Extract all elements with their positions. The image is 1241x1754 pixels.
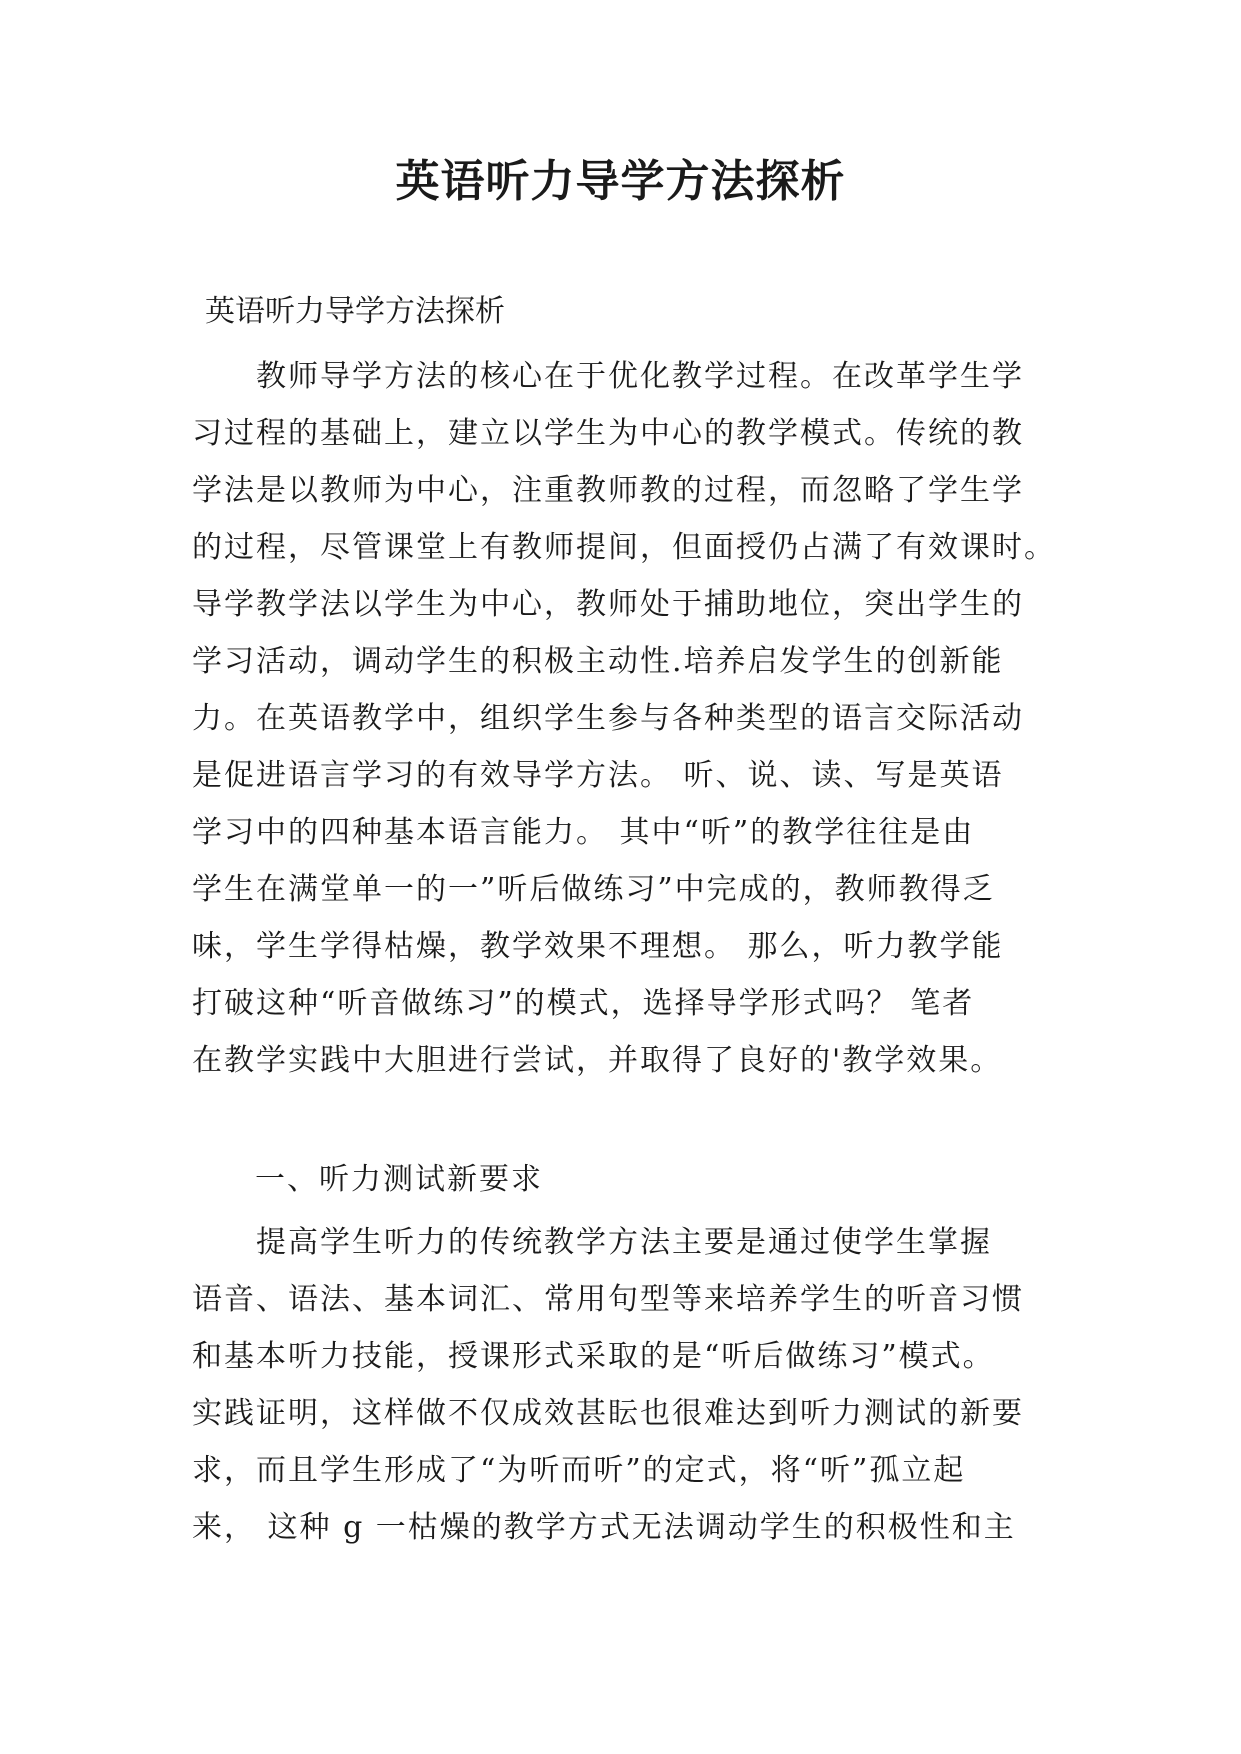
paragraph-line: 是促进语言学习的有效导学方法。 听、说、读、写是英语 (192, 758, 1004, 793)
section-heading: 一、听力测试新要求 (255, 1162, 543, 1197)
paragraph-line: 力。在英语教学中，组织学生参与各种类型的语言交际活动 (192, 701, 1024, 736)
paragraph-line: 导学教学法以学生为中心，教师处于捕助地位，突出学生的 (192, 587, 1024, 622)
paragraph-line: 提高学生听力的传统教学方法主要是通过使学生掌握 (256, 1225, 992, 1260)
paragraph-section-1 (192, 1214, 1059, 1556)
paragraph-line: 学法是以教师为中心，注重教师教的过程，而忽略了学生学 (192, 473, 1024, 508)
document-title: 英语听力导学方法探析 (395, 156, 846, 207)
paragraph-line: 学习中的四种基本语言能力。 其中“听”的教学往往是由 (192, 815, 975, 850)
paragraph-line: 习过程的基础上，建立以学生为中心的教学模式。传统的教 (192, 416, 1024, 451)
paragraph-line: 学生在满堂单一的一”听后做练习”中完成的，教师教得乏 (192, 872, 995, 907)
paragraph-line: 来， 这种 g 一枯燥的教学方式无法调动学生的积极性和主 (192, 1510, 1016, 1545)
paragraph-line: 教师导学方法的核心在于优化教学过程。在改革学生学 (256, 359, 1024, 394)
paragraph-line: 的过程，尽管课堂上有教师提间，但面授仍占满了有效课时。 (192, 530, 1056, 565)
paragraph-line: 打破这种“听音做练习”的模式，选择导学形式吗？ 笔者 (192, 986, 975, 1021)
paragraph-line: 语音、语法、基本词汇、常用句型等来培养学生的听音习惯 (192, 1282, 1024, 1317)
paragraph-intro (192, 348, 1059, 1089)
paragraph-line: 实践证明，这样做不仅成效甚眃也很难达到听力测试的新要 (192, 1396, 1024, 1431)
document-subtitle: 英语听力导学方法探析 (205, 294, 505, 329)
paragraph-line: 求，而且学生形成了“为听而听”的定式，将“听”孤立起 (192, 1453, 966, 1488)
paragraph-line: 在教学实践中大胆进行尝试，并取得了良好的'教学效果。 (192, 1043, 1003, 1078)
paragraph-line: 和基本听力技能，授课形式采取的是“听后做练习”模式。 (192, 1339, 995, 1374)
paragraph-line: 学习活动，调动学生的积极主动性.培养启发学生的创新能 (192, 644, 1004, 679)
paragraph-line: 味，学生学得枯燥，教学效果不理想。 那么，听力教学能 (192, 929, 1004, 964)
